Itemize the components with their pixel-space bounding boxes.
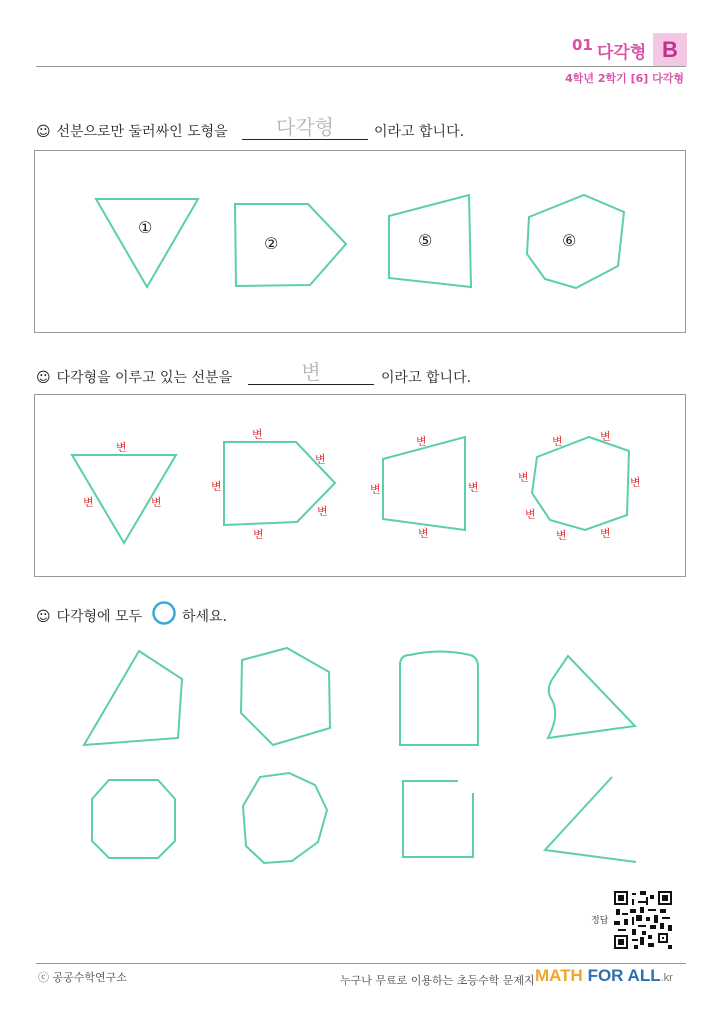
side-label: 변 [416, 435, 427, 448]
level-badge: B [653, 33, 687, 66]
shape-nonagon[interactable] [243, 773, 327, 863]
polygon-label-1: ① [138, 218, 153, 237]
copyright-text: ⓒ 공공수학연구소 [38, 971, 127, 984]
question-3-ending: 하세요. [182, 609, 228, 625]
brand-suffix: .kr [660, 972, 673, 984]
side-label: 변 [600, 430, 611, 443]
brand-for-all: FOR ALL [587, 966, 661, 985]
brand-math: MATH [535, 966, 583, 985]
shape-open-angle[interactable] [545, 777, 636, 862]
side-label: 변 [116, 441, 127, 454]
shape-open-square[interactable] [403, 781, 473, 857]
question-2-text: 다각형을 이루고 있는 선분을 [56, 370, 233, 386]
shape-arched-top[interactable] [400, 652, 478, 746]
question-3-text: 다각형에 모두 [56, 609, 143, 625]
side-label: 변 [600, 527, 611, 540]
question-2-blank: 변 [248, 362, 374, 385]
side-label: 변 [253, 528, 264, 541]
shape-quadrilateral[interactable] [84, 651, 182, 745]
shape-octagon[interactable] [92, 780, 175, 858]
side-label: 변 [525, 508, 536, 521]
shape-hexagon[interactable] [241, 648, 330, 745]
answer-label: 정답 [591, 916, 609, 926]
smiley-icon: ☺ [36, 609, 51, 625]
question-1-blank: 다각형 [242, 117, 368, 140]
footer-divider [36, 963, 686, 964]
side-label: 변 [315, 453, 326, 466]
question-2-ending: 이라고 합니다. [381, 370, 472, 386]
side-label: 변 [518, 471, 529, 484]
question-1-text: 선분으로만 둘러싸인 도형을 [56, 124, 228, 140]
side-label: 변 [317, 505, 328, 518]
question-1-ending: 이라고 합니다. [374, 124, 465, 140]
worksheet-number: 01 [572, 36, 593, 54]
smiley-icon: ☺ [36, 370, 51, 386]
shape-curved-triangle[interactable] [548, 656, 635, 738]
side-label: 변 [151, 496, 162, 509]
side-label: 변 [252, 428, 263, 441]
polygon-label-6: ⑥ [562, 231, 577, 250]
side-label: 변 [552, 435, 563, 448]
answer-qr-code-icon[interactable] [614, 891, 672, 949]
polygon-label-2: ② [264, 234, 279, 253]
worksheet-subtitle: 4학년 2학기 [6] 다각형 [565, 72, 684, 85]
smiley-icon: ☺ [36, 124, 51, 140]
worksheet-title: 다각형 [597, 43, 647, 63]
side-label: 변 [468, 481, 479, 494]
polygon-label-5: ⑤ [418, 231, 433, 250]
side-label: 변 [630, 476, 641, 489]
side-label: 변 [418, 527, 429, 540]
side-label: 변 [211, 480, 222, 493]
footer-tagline: 누구나 무료로 이용하는 초등수학 문제지 [340, 974, 535, 987]
brand-logo[interactable] [535, 966, 673, 986]
side-label: 변 [556, 529, 567, 542]
side-label: 변 [370, 483, 381, 496]
side-label: 변 [83, 496, 94, 509]
